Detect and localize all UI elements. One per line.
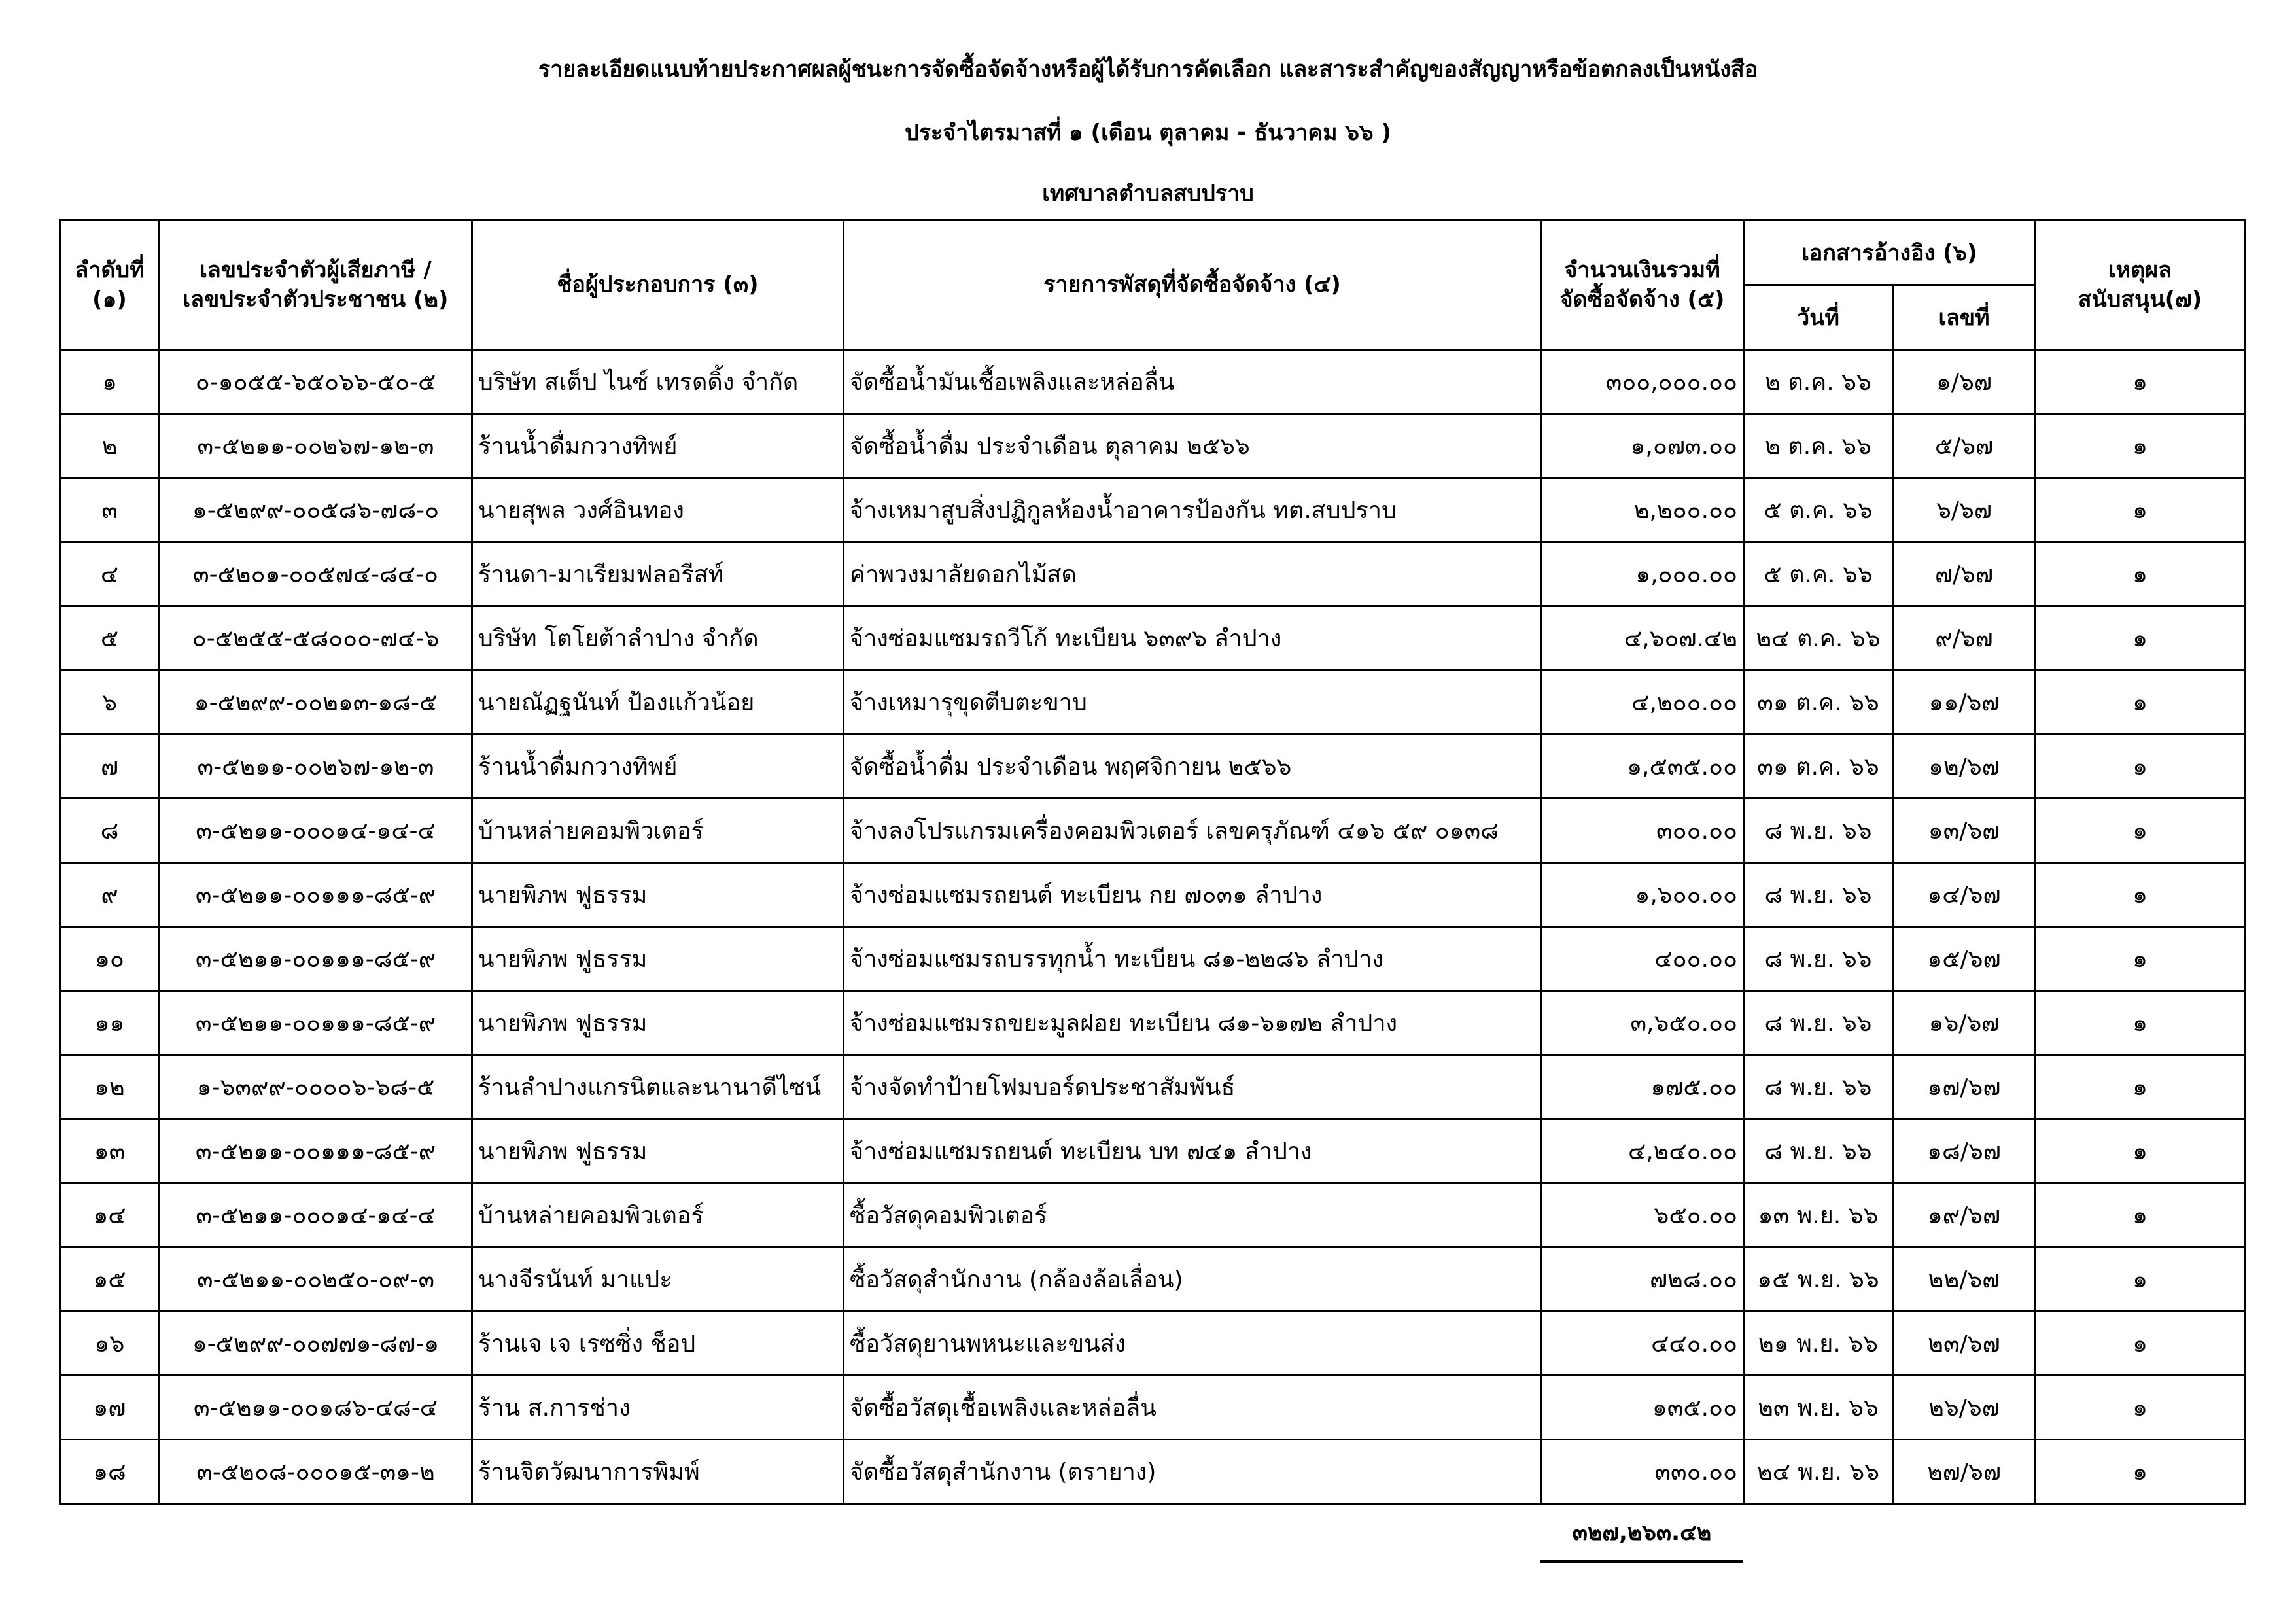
cell-amount: ๑๓๕.๐๐ [1541, 1376, 1744, 1440]
cell-reason: ๑ [2036, 671, 2245, 735]
cell-tax-id: ๓-๕๒๑๑-๐๐๒๕๐-๐๙-๓ [160, 1248, 472, 1312]
cell-item: จัดซื้อน้ำมันเชื้อเพลิงและหล่อลื่น [844, 350, 1541, 414]
cell-no: ๑๐ [60, 927, 160, 991]
cell-date: ๒๑ พ.ย. ๖๖ [1744, 1312, 1893, 1376]
cell-vendor: ร้านลำปางแกรนิตและนานาดีไซน์ [472, 1055, 844, 1119]
cell-date: ๘ พ.ย. ๖๖ [1744, 1055, 1893, 1119]
header-reference: เอกสารอ้างอิง (๖) [1744, 220, 2036, 285]
cell-date: ๘ พ.ย. ๖๖ [1744, 1119, 1893, 1183]
cell-item: จ้างซ่อมแซมรถยนต์ ทะเบียน บท ๗๔๑ ลำปาง [844, 1119, 1541, 1183]
cell-vendor: ร้าน ส.การช่าง [472, 1376, 844, 1440]
header-vendor: ชื่อผู้ประกอบการ (๓) [472, 220, 844, 350]
cell-no: ๑๔ [60, 1183, 160, 1248]
cell-item: จ้างซ่อมแซมรถขยะมูลฝอย ทะเบียน ๘๑-๖๑๗๒ ลำปาง [844, 991, 1541, 1055]
document-agency: เทศบาลตำบลสบปราบ [1042, 181, 1254, 207]
cell-tax-id: ๓-๕๒๑๑-๐๐๑๑๑-๘๕-๙ [160, 927, 472, 991]
cell-doc-no: ๑๓/๖๗ [1893, 799, 2036, 863]
cell-reason: ๑ [2036, 863, 2245, 927]
cell-vendor: ร้านน้ำดื่มกวางทิพย์ [472, 735, 844, 799]
cell-item: จัดซื้อน้ำดื่ม ประจำเดือน พฤศจิกายน ๒๕๖๖ [844, 735, 1541, 799]
cell-amount: ๓,๖๕๐.๐๐ [1541, 991, 1744, 1055]
cell-doc-no: ๑๔/๖๗ [1893, 863, 2036, 927]
cell-doc-no: ๑๕/๖๗ [1893, 927, 2036, 991]
cell-reason: ๑ [2036, 735, 2245, 799]
cell-no: ๙ [60, 863, 160, 927]
total-underline [1540, 1560, 1743, 1563]
cell-no: ๘ [60, 799, 160, 863]
header-amount: จำนวนเงินรวมที่ จัดซื้อจัดจ้าง (๕) [1541, 220, 1744, 350]
cell-amount: ๖๕๐.๐๐ [1541, 1183, 1744, 1248]
cell-tax-id: ๑-๕๒๙๙-๐๐๕๘๖-๗๘-๐ [160, 478, 472, 542]
table-row [60, 478, 2245, 542]
cell-no: ๓ [60, 478, 160, 542]
cell-amount: ๑,๕๓๕.๐๐ [1541, 735, 1744, 799]
cell-no: ๗ [60, 735, 160, 799]
cell-reason: ๑ [2036, 478, 2245, 542]
cell-date: ๘ พ.ย. ๖๖ [1744, 799, 1893, 863]
cell-vendor: นางจีรนันท์ มาแปะ [472, 1248, 844, 1312]
table-row [60, 863, 2245, 927]
cell-no: ๑๘ [60, 1440, 160, 1504]
procurement-table [59, 219, 2246, 1505]
cell-vendor: บริษัท สเต็ป ไนซ์ เทรดดิ้ง จำกัด [472, 350, 844, 414]
cell-date: ๒ ต.ค. ๖๖ [1744, 350, 1893, 414]
cell-vendor: ร้านน้ำดื่มกวางทิพย์ [472, 414, 844, 478]
table-row [60, 991, 2245, 1055]
cell-vendor: นายสุพล วงศ์อินทอง [472, 478, 844, 542]
cell-doc-no: ๒๓/๖๗ [1893, 1312, 2036, 1376]
cell-tax-id: ๐-๕๒๕๕-๕๘๐๐๐-๗๔-๖ [160, 606, 472, 671]
cell-no: ๑๒ [60, 1055, 160, 1119]
cell-doc-no: ๑๗/๖๗ [1893, 1055, 2036, 1119]
cell-reason: ๑ [2036, 1119, 2245, 1183]
table-row [60, 735, 2245, 799]
cell-reason: ๑ [2036, 1183, 2245, 1248]
cell-reason: ๑ [2036, 1312, 2245, 1376]
cell-amount: ๔๔๐.๐๐ [1541, 1312, 1744, 1376]
cell-vendor: นายพิภพ ฟูธรรม [472, 927, 844, 991]
cell-reason: ๑ [2036, 927, 2245, 991]
cell-date: ๓๑ ต.ค. ๖๖ [1744, 735, 1893, 799]
cell-item: ซื้อวัสดุคอมพิวเตอร์ [844, 1183, 1541, 1248]
cell-doc-no: ๑/๖๗ [1893, 350, 2036, 414]
table-row [60, 414, 2245, 478]
cell-reason: ๑ [2036, 350, 2245, 414]
header-seq: ลำดับที่ (๑) [60, 220, 160, 350]
cell-no: ๑๓ [60, 1119, 160, 1183]
cell-reason: ๑ [2036, 1376, 2245, 1440]
cell-doc-no: ๕/๖๗ [1893, 414, 2036, 478]
cell-date: ๒๓ พ.ย. ๖๖ [1744, 1376, 1893, 1440]
header-ref-no: เลขที่ [1893, 285, 2036, 350]
cell-tax-id: ๓-๕๒๐๘-๐๐๐๑๕-๓๑-๒ [160, 1440, 472, 1504]
table-row [60, 1119, 2245, 1183]
cell-reason: ๑ [2036, 606, 2245, 671]
cell-amount: ๓๐๐,๐๐๐.๐๐ [1541, 350, 1744, 414]
cell-vendor: บ้านหล่ายคอมพิวเตอร์ [472, 1183, 844, 1248]
cell-vendor: นายพิภพ ฟูธรรม [472, 991, 844, 1055]
cell-reason: ๑ [2036, 1055, 2245, 1119]
cell-tax-id: ๓-๕๒๑๑-๐๐๑๑๑-๘๕-๙ [160, 863, 472, 927]
cell-reason: ๑ [2036, 799, 2245, 863]
cell-no: ๑๖ [60, 1312, 160, 1376]
cell-amount: ๓๐๐.๐๐ [1541, 799, 1744, 863]
cell-no: ๑๗ [60, 1376, 160, 1440]
table-row [60, 1248, 2245, 1312]
cell-amount: ๔๐๐.๐๐ [1541, 927, 1744, 991]
table-row [60, 1183, 2245, 1248]
cell-no: ๒ [60, 414, 160, 478]
cell-amount: ๑,๐๐๐.๐๐ [1541, 542, 1744, 606]
cell-amount: ๑๗๕.๐๐ [1541, 1055, 1744, 1119]
cell-reason: ๑ [2036, 991, 2245, 1055]
cell-vendor: นายพิภพ ฟูธรรม [472, 1119, 844, 1183]
cell-doc-no: ๑๑/๖๗ [1893, 671, 2036, 735]
table-body [60, 350, 2245, 1504]
table-row [60, 1055, 2245, 1119]
cell-item: ซื้อวัสดุสำนักงาน (กล้องล้อเลื่อน) [844, 1248, 1541, 1312]
cell-tax-id: ๓-๕๒๑๑-๐๐๐๑๔-๑๔-๔ [160, 799, 472, 863]
cell-item: จ้างเหมาสูบสิ่งปฏิกูลห้องน้ำอาคารป้องกัน ทต.สบปราบ [844, 478, 1541, 542]
header-item: รายการพัสดุที่จัดซื้อจัดจ้าง (๔) [844, 220, 1541, 350]
cell-doc-no: ๒๒/๖๗ [1893, 1248, 2036, 1312]
table-row [60, 927, 2245, 991]
cell-date: ๘ พ.ย. ๖๖ [1744, 927, 1893, 991]
cell-tax-id: ๑-๕๒๙๙-๐๐๒๑๓-๑๘-๕ [160, 671, 472, 735]
cell-vendor: นายณัฏฐนันท์ ป้องแก้วน้อย [472, 671, 844, 735]
cell-doc-no: ๑๙/๖๗ [1893, 1183, 2036, 1248]
cell-date: ๘ พ.ย. ๖๖ [1744, 991, 1893, 1055]
header-tax-id: เลขประจำตัวผู้เสียภาษี / เลขประจำตัวประชาชน (๒) [160, 220, 472, 350]
cell-tax-id: ๑-๖๓๙๙-๐๐๐๐๖-๖๘-๕ [160, 1055, 472, 1119]
cell-reason: ๑ [2036, 1248, 2245, 1312]
cell-item: จัดซื้อน้ำดื่ม ประจำเดือน ตุลาคม ๒๕๖๖ [844, 414, 1541, 478]
cell-doc-no: ๒๖/๖๗ [1893, 1376, 2036, 1440]
cell-vendor: บ้านหล่ายคอมพิวเตอร์ [472, 799, 844, 863]
cell-no: ๔ [60, 542, 160, 606]
cell-vendor: ร้านดา-มาเรียมฟลอรีสท์ [472, 542, 844, 606]
cell-doc-no: ๙/๖๗ [1893, 606, 2036, 671]
header-ref-date: วันที่ [1744, 285, 1893, 350]
cell-doc-no: ๑๘/๖๗ [1893, 1119, 2036, 1183]
cell-tax-id: ๐-๑๐๕๕-๖๕๐๖๖-๕๐-๕ [160, 350, 472, 414]
cell-item: จ้างซ่อมแซมรถยนต์ ทะเบียน กย ๗๐๓๑ ลำปาง [844, 863, 1541, 927]
cell-doc-no: ๑๖/๖๗ [1893, 991, 2036, 1055]
cell-item: จ้างลงโปรแกรมเครื่องคอมพิวเตอร์ เลขครุภัณฑ์ ๔๑๖ ๕๙ ๐๑๓๘ [844, 799, 1541, 863]
table-row [60, 799, 2245, 863]
table-row [60, 350, 2245, 414]
table-row [60, 1312, 2245, 1376]
cell-date: ๕ ต.ค. ๖๖ [1744, 478, 1893, 542]
cell-date: ๒๔ ต.ค. ๖๖ [1744, 606, 1893, 671]
cell-doc-no: ๒๗/๖๗ [1893, 1440, 2036, 1504]
cell-no: ๕ [60, 606, 160, 671]
cell-tax-id: ๑-๕๒๙๙-๐๐๗๗๑-๘๗-๑ [160, 1312, 472, 1376]
cell-no: ๖ [60, 671, 160, 735]
cell-item: ค่าพวงมาลัยดอกไม้สด [844, 542, 1541, 606]
cell-vendor: ร้านจิตวัฒนาการพิมพ์ [472, 1440, 844, 1504]
cell-tax-id: ๓-๕๒๑๑-๐๐๐๑๔-๑๔-๔ [160, 1183, 472, 1248]
cell-date: ๑๓ พ.ย. ๖๖ [1744, 1183, 1893, 1248]
cell-item: จ้างซ่อมแซมรถวีโก้ ทะเบียน ๖๓๙๖ ลำปาง [844, 606, 1541, 671]
cell-tax-id: ๓-๕๒๐๑-๐๐๕๗๔-๘๔-๐ [160, 542, 472, 606]
cell-date: ๑๕ พ.ย. ๖๖ [1744, 1248, 1893, 1312]
document-title: รายละเอียดแนบท้ายประกาศผลผู้ชนะการจัดซื้อจัดจ้างหรือผู้ได้รับการคัดเลือก และสาระสำคัญของสัญญาหรือข้อตกลงเป็นหนังสือ [538, 56, 1758, 82]
cell-item: จ้างเหมารุขุดตีบตะขาบ [844, 671, 1541, 735]
table-row [60, 606, 2245, 671]
cell-item: ซื้อวัสดุยานพหนะและขนส่ง [844, 1312, 1541, 1376]
cell-item: จ้างซ่อมแซมรถบรรทุกน้ำ ทะเบียน ๘๑-๒๒๘๖ ลำปาง [844, 927, 1541, 991]
header-reason: เหตุผล สนับสนุน(๗) [2036, 220, 2245, 350]
cell-amount: ๔,๒๔๐.๐๐ [1541, 1119, 1744, 1183]
cell-item: จัดซื้อวัสดุเชื้อเพลิงและหล่อลื่น [844, 1376, 1541, 1440]
cell-tax-id: ๓-๕๒๑๑-๐๐๒๖๗-๑๒-๓ [160, 735, 472, 799]
cell-vendor: ร้านเจ เจ เรซซิ่ง ช็อป [472, 1312, 844, 1376]
cell-amount: ๔,๒๐๐.๐๐ [1541, 671, 1744, 735]
cell-item: จัดซื้อวัสดุสำนักงาน (ตรายาง) [844, 1440, 1541, 1504]
table-row [60, 1440, 2245, 1504]
cell-date: ๒๔ พ.ย. ๖๖ [1744, 1440, 1893, 1504]
cell-amount: ๗๒๘.๐๐ [1541, 1248, 1744, 1312]
cell-no: ๑๑ [60, 991, 160, 1055]
cell-date: ๓๑ ต.ค. ๖๖ [1744, 671, 1893, 735]
cell-reason: ๑ [2036, 1440, 2245, 1504]
cell-amount: ๓๓๐.๐๐ [1541, 1440, 1744, 1504]
cell-doc-no: ๗/๖๗ [1893, 542, 2036, 606]
table-row [60, 542, 2245, 606]
cell-vendor: นายพิภพ ฟูธรรม [472, 863, 844, 927]
grand-total: ๓๒๗,๒๖๓.๔๒ [1572, 1520, 1712, 1546]
cell-date: ๘ พ.ย. ๖๖ [1744, 863, 1893, 927]
cell-doc-no: ๖/๖๗ [1893, 478, 2036, 542]
cell-amount: ๔,๖๐๗.๔๒ [1541, 606, 1744, 671]
cell-tax-id: ๓-๕๒๑๑-๐๐๒๖๗-๑๒-๓ [160, 414, 472, 478]
cell-amount: ๒,๒๐๐.๐๐ [1541, 478, 1744, 542]
cell-reason: ๑ [2036, 542, 2245, 606]
cell-amount: ๑,๐๗๓.๐๐ [1541, 414, 1744, 478]
cell-date: ๕ ต.ค. ๖๖ [1744, 542, 1893, 606]
table-row [60, 1376, 2245, 1440]
cell-tax-id: ๓-๕๒๑๑-๐๐๑๘๖-๔๘-๔ [160, 1376, 472, 1440]
cell-no: ๑ [60, 350, 160, 414]
cell-date: ๒ ต.ค. ๖๖ [1744, 414, 1893, 478]
table-row [60, 671, 2245, 735]
cell-tax-id: ๓-๕๒๑๑-๐๐๑๑๑-๘๕-๙ [160, 1119, 472, 1183]
cell-no: ๑๕ [60, 1248, 160, 1312]
cell-amount: ๑,๖๐๐.๐๐ [1541, 863, 1744, 927]
cell-vendor: บริษัท โตโยต้าลำปาง จำกัด [472, 606, 844, 671]
cell-item: จ้างจัดทำป้ายโฟมบอร์ดประชาสัมพันธ์ [844, 1055, 1541, 1119]
document-period: ประจำไตรมาสที่ ๑ (เดือน ตุลาคม - ธันวาคม ๖๖ ) [905, 120, 1391, 146]
cell-doc-no: ๑๒/๖๗ [1893, 735, 2036, 799]
cell-reason: ๑ [2036, 414, 2245, 478]
cell-tax-id: ๓-๕๒๑๑-๐๐๑๑๑-๘๕-๙ [160, 991, 472, 1055]
